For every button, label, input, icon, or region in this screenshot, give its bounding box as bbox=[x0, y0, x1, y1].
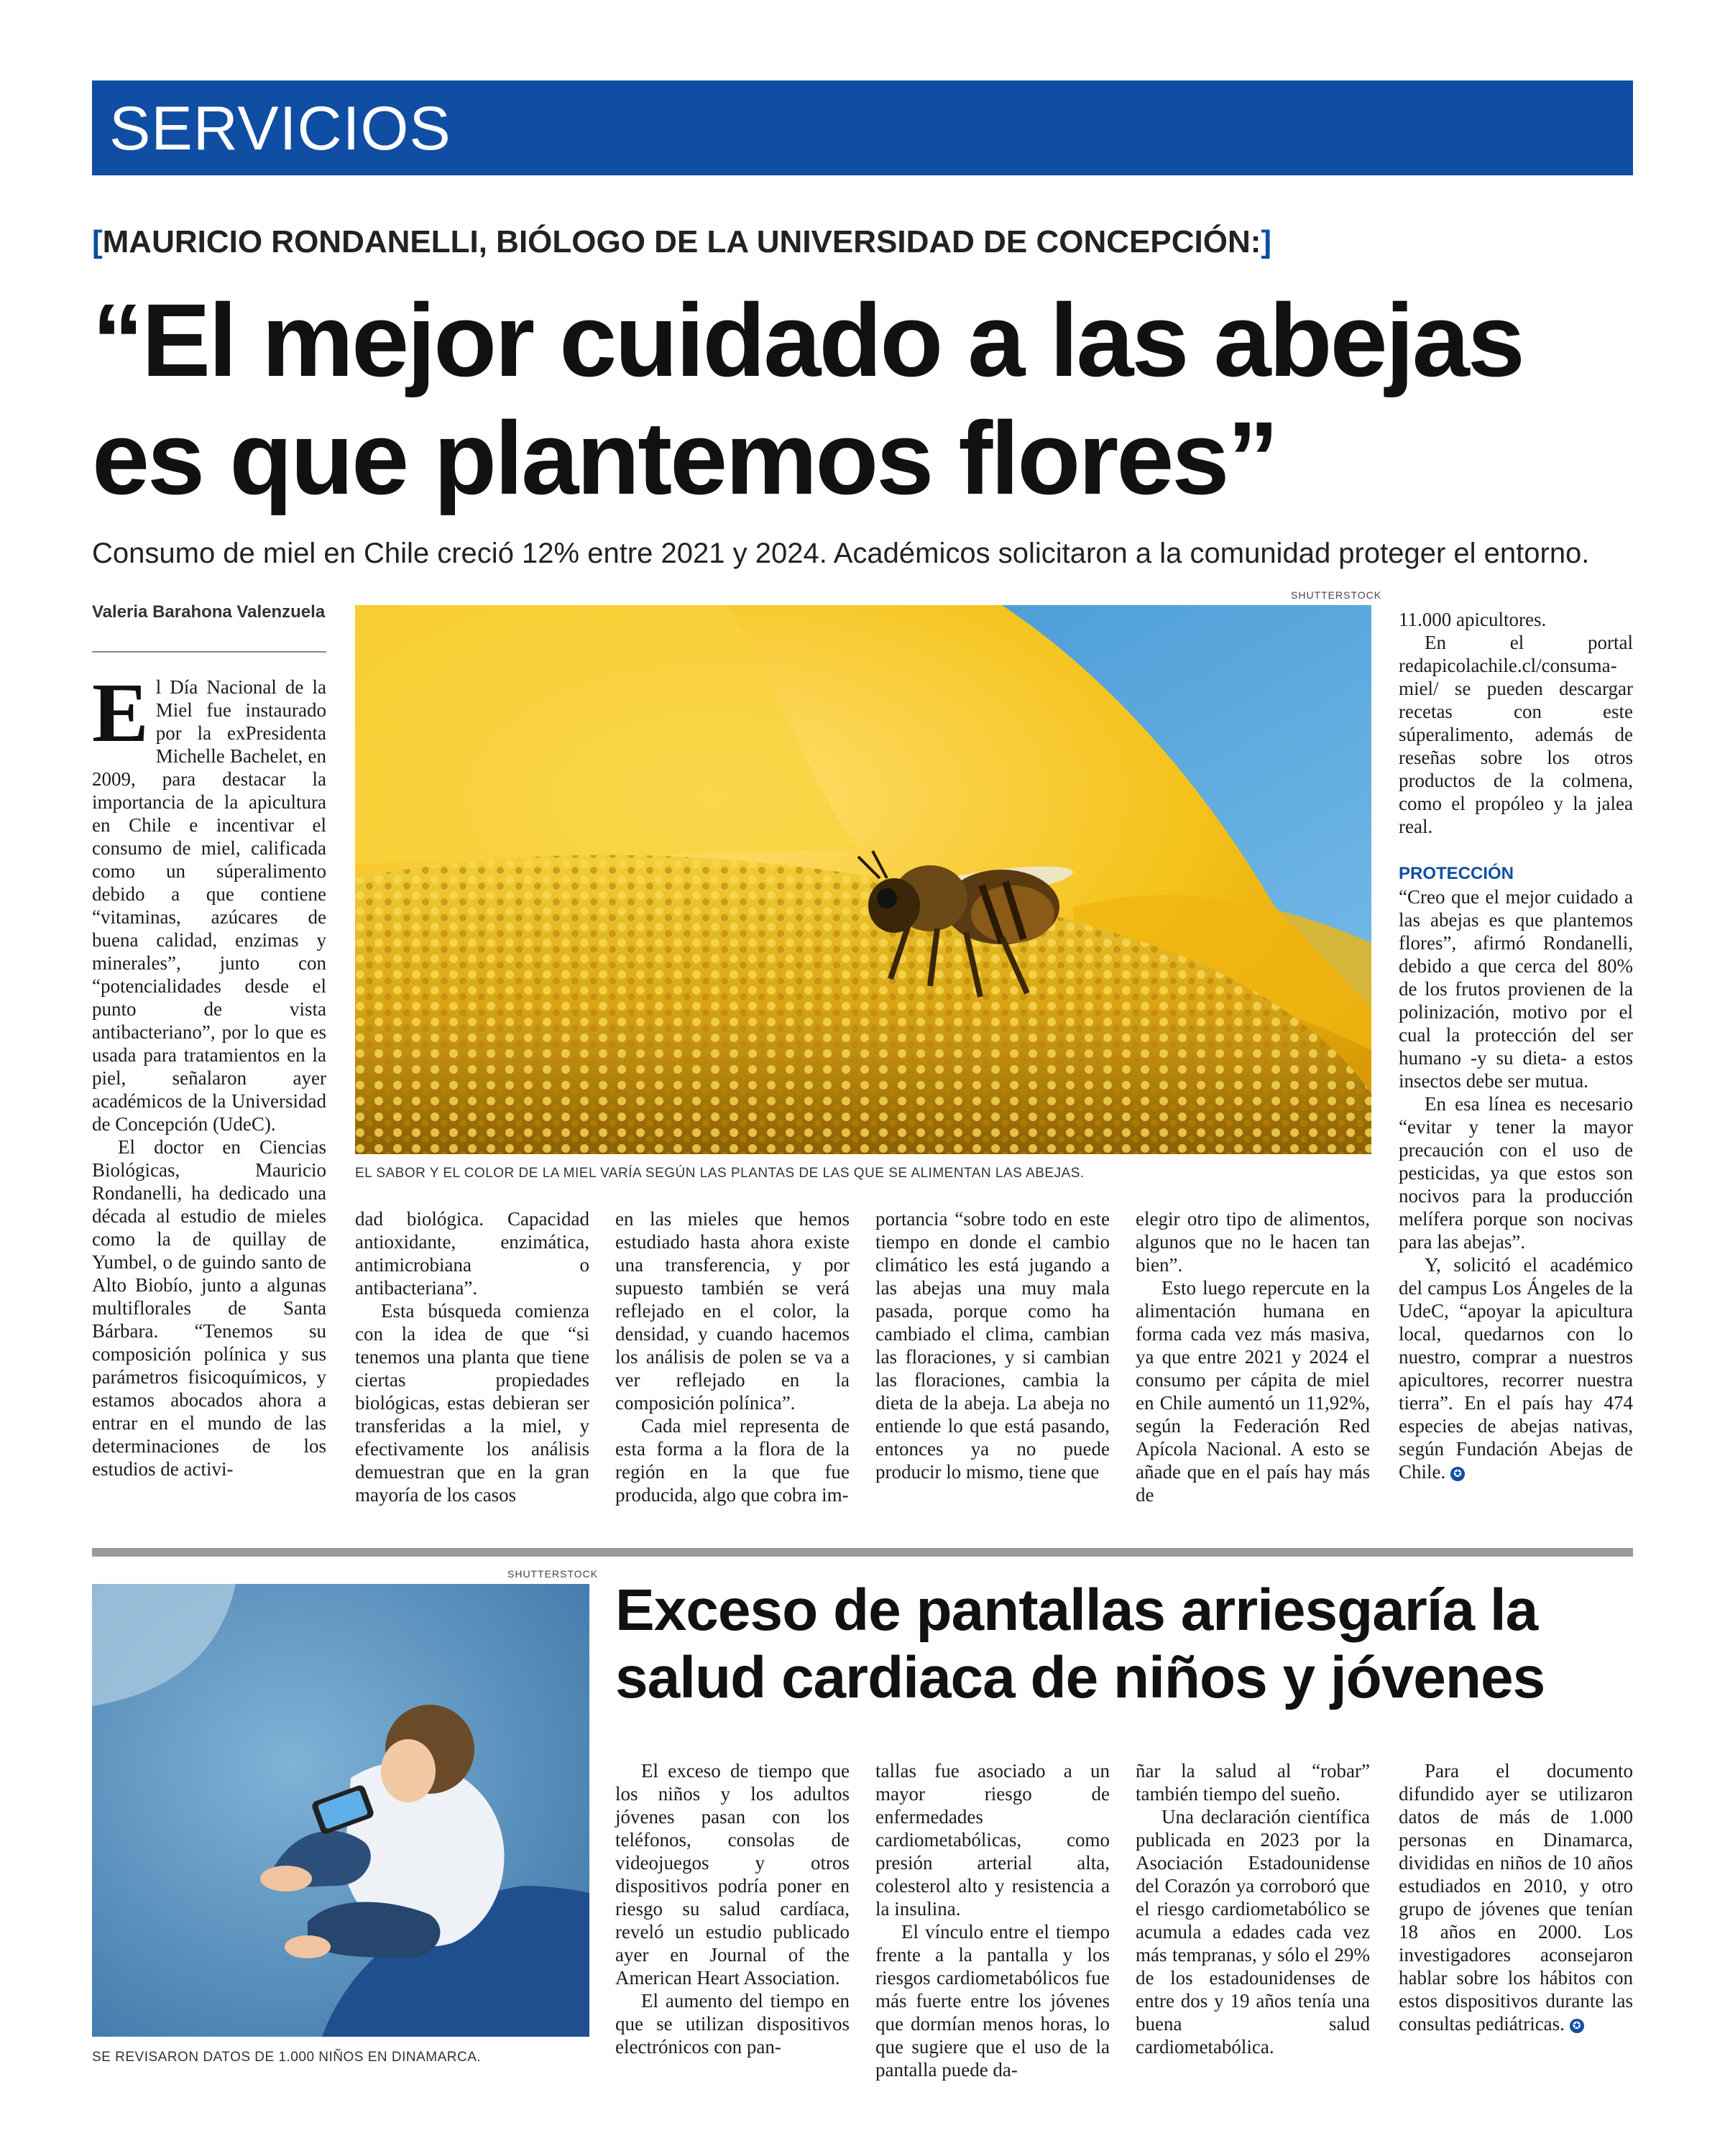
paragraph: dad biológica. Capacidad antioxidante, enzimática, antimicrobiana o antibacteriana”. bbox=[355, 1208, 589, 1299]
article1-column-4 bbox=[875, 1207, 1110, 1483]
byline: Valeria Barahona Valenzuela bbox=[92, 602, 326, 622]
article2-column-4 bbox=[1399, 1759, 1633, 2035]
photo-caption-2: SE REVISARON DATOS DE 1.000 NIÑOS EN DINAMARCA. bbox=[92, 2050, 482, 2065]
article1-column-1 bbox=[92, 665, 326, 1480]
article-kicker bbox=[92, 224, 1271, 260]
photo-credit-2: SHUTTERSTOCK bbox=[507, 1568, 599, 1580]
end-of-article-icon: ✪ bbox=[1450, 1467, 1465, 1481]
article1-column-5 bbox=[1136, 1207, 1370, 1506]
byline-rule bbox=[92, 651, 326, 653]
paragraph-text: Para el documento difundido ayer se utilizaron datos de más de 1.000 personas en Dinamarca, divididas en niños de 10 años estudiados en 2010, y otro grupo de jóvenes que tenían 18 años en 2000. Los investigadores aconsejaron hablar sobre los hábitos con estos dispositivos durante las consultas pediátricas. bbox=[1399, 1760, 1633, 2035]
paragraph: tallas fue asociado a un mayor riesgo de enfermedades cardiometabólicas, como presión arterial alta, colesterol alto y resistencia a la insulina. bbox=[875, 1760, 1110, 1920]
paragraph: portancia “sobre todo en este tiempo en donde el cambio climático les está jugando a las abejas una muy mala pasada, porque como ha cambiado el clima, cambian las floraciones, y si cambian las floraciones, cambia la dieta de la abeja. La abeja no entiende lo que está pasando, entonces ya no puede producir lo mismo, tiene que bbox=[875, 1208, 1110, 1483]
drop-cap: E bbox=[92, 665, 149, 760]
paragraph bbox=[1399, 1759, 1633, 2035]
bee-on-sunflower-photo bbox=[355, 605, 1371, 1154]
article2-column-1 bbox=[615, 1759, 850, 2058]
paragraph: El exceso de tiempo que los niños y los adultos jóvenes pasan con los teléfonos, consolas de videojuegos y otros dispositivos podría poner en riesgo su salud cardíaca, reveló un estudio publicado ayer en Journal of the American Heart Association. bbox=[615, 1760, 850, 1989]
paragraph: ñar la salud al “robar” también tiempo del sueño. bbox=[1136, 1760, 1370, 1805]
paragraph: En el portal redapicolachile.cl/consuma-miel/ se pueden descargar recetas con este súperalimento, además de reseñas sobre los otros productos de la colmena, como el propóleo y la jalea real. bbox=[1399, 632, 1633, 837]
paragraph: “Creo que el mejor cuidado a las abejas es que plantemos flores”, afirmó Rondanelli, debido a que cerca del 80% de los frutos provienen de la polinización, motivo por el cual la protección del ser humano -y su dieta- a estos insectos debe ser mutua. bbox=[1399, 886, 1633, 1092]
article1-column-2 bbox=[355, 1207, 589, 1506]
paragraph bbox=[1399, 1253, 1633, 1483]
lead-paragraph bbox=[92, 665, 326, 1135]
section-banner bbox=[92, 80, 1633, 175]
kicker-text: MAURICIO RONDANELLI, BIÓLOGO DE LA UNIVERSIDAD DE CONCEPCIÓN: bbox=[102, 224, 1261, 259]
headline-line-1: Exceso de pantallas arriesgaría la bbox=[615, 1577, 1538, 1643]
paragraph: En esa línea es necesario “evitar y tener la mayor precaución con el uso de pesticidas, ya que estos son nocivos para la producción melífera porque son nocivas para las abejas”. bbox=[1399, 1093, 1633, 1253]
bee-photo-illustration bbox=[355, 605, 1371, 1154]
paragraph-text: Y, solicitó el académico del campus Los Ángeles de la UdeC, “apoyar la apicultura local, quedarnos con lo nuestro, comprar a nuestros apicultores, recorrer nuestra tierra”. En el país hay 474 especies de abejas nativas, según Fundación Abejas de Chile. bbox=[1399, 1254, 1633, 1483]
kicker-bracket-left: [ bbox=[92, 224, 103, 259]
article2-headline bbox=[615, 1577, 1636, 1712]
article1-column-6 bbox=[1399, 608, 1633, 1483]
photo-caption: EL SABOR Y EL COLOR DE LA MIEL VARÍA SEGÚN LAS PLANTAS DE LAS QUE SE ALIMENTAN LAS ABEJAS. bbox=[355, 1166, 1085, 1181]
paragraph: 11.000 apicultores. bbox=[1399, 609, 1547, 630]
subhead-proteccion: PROTECCIÓN bbox=[1399, 864, 1514, 883]
paragraph: en las mieles que hemos estudiado hasta ahora existe una transferencia, y por supuesto también se verá reflejado en el color, la densidad, y cuando hacemos los análisis de polen se va a ver reflejado en la composición polínica”. bbox=[615, 1208, 850, 1414]
paragraph: Esta búsqueda comienza con la idea de que “si tenemos una planta que tiene ciertas propiedades biológicas, estas debieran ser transferidas a la miel, y efectivamente los análisis demuestran que en la gran mayoría de los casos bbox=[355, 1300, 589, 1506]
kicker-bracket-right: ] bbox=[1261, 224, 1272, 259]
paragraph: Una declaración científica publicada en 2023 por la Asociación Estadounidense del Corazón ya corroboró que el riesgo cardiometabólico se acumula a edades cada vez más tempranas, y sólo el 29% de los estadounidenses de entre dos y 19 años tenía una buena salud cardiometabólica. bbox=[1136, 1806, 1370, 2058]
lead-text: l Día Nacional de la Miel fue instaurado por la exPresidenta Michelle Bachelet, en 2009, para destacar la importancia de la apicultura en Chile e incentivar el consumo de miel, calificada como un súperalimento debido a que contiene “vitaminas, azúcares de buena calidad, enzimas y minerales”, junto con “potencialidades desde el punto de vista antibacteriano”, por lo que es usada para tratamientos en la piel, señalaron ayer académicos de la Universidad de Concepción (UdeC). bbox=[92, 676, 326, 1135]
section-label: SERVICIOS bbox=[109, 94, 451, 163]
photo-credit: SHUTTERSTOCK bbox=[1291, 589, 1382, 601]
end-of-article-icon: ✪ bbox=[1570, 2019, 1584, 2033]
child-with-phone-photo bbox=[92, 1584, 589, 2037]
headline-line-1: “El mejor cuidado a las abejas bbox=[92, 282, 1523, 398]
paragraph: El doctor en Ciencias Biológicas, Mauricio Rondanelli, ha dedicado una década al estudio de mieles como la de quillay de Yumbel, o de guindo santo de Alto Biobío, junto a algunas multiflorales de Santa Bárbara. “Tenemos su composición polínica y sus parámetros fisicoquímicos, y estamos abocados ahora a entrar en el mundo de las determinaciones de los estudios de activi- bbox=[92, 1136, 326, 1480]
paragraph: El aumento del tiempo en que se utilizan dispositivos electrónicos con pan- bbox=[615, 1990, 850, 2058]
kid-photo-illustration bbox=[92, 1584, 589, 2037]
headline-line-2: salud cardiaca de niños y jóvenes bbox=[615, 1645, 1545, 1710]
article-headline bbox=[92, 282, 1644, 517]
article2-column-3 bbox=[1136, 1759, 1370, 2058]
article2-column-2 bbox=[875, 1759, 1110, 2081]
article1-column-3 bbox=[615, 1207, 850, 1506]
paragraph: elegir otro tipo de alimentos, algunos que no le hacen tan bien”. bbox=[1136, 1208, 1370, 1276]
article-divider bbox=[92, 1548, 1633, 1557]
paragraph: Esto luego repercute en la alimentación humana en forma cada vez más masiva, ya que entre 2021 y 2024 el consumo per cápita de miel en Chile aumentó un 11,92%, según la Federación Red Apícola Nacional. A esto se añade que en el país hay más de bbox=[1136, 1277, 1370, 1506]
paragraph: Cada miel representa de esta forma a la flora de la región en la que fue producida, algo que cobra im- bbox=[615, 1415, 850, 1506]
headline-line-2: es que plantemos flores” bbox=[92, 400, 1277, 516]
paragraph: El vínculo entre el tiempo frente a la pantalla y los riesgos cardiometabólicos fue más fuerte entre los jóvenes que dormían menos horas, lo que sugiere que el uso de la pantalla puede da- bbox=[875, 1921, 1110, 2081]
article-deck: Consumo de miel en Chile creció 12% entre 2021 y 2024. Académicos solicitaron a la comunidad proteger el entorno. bbox=[92, 538, 1590, 569]
